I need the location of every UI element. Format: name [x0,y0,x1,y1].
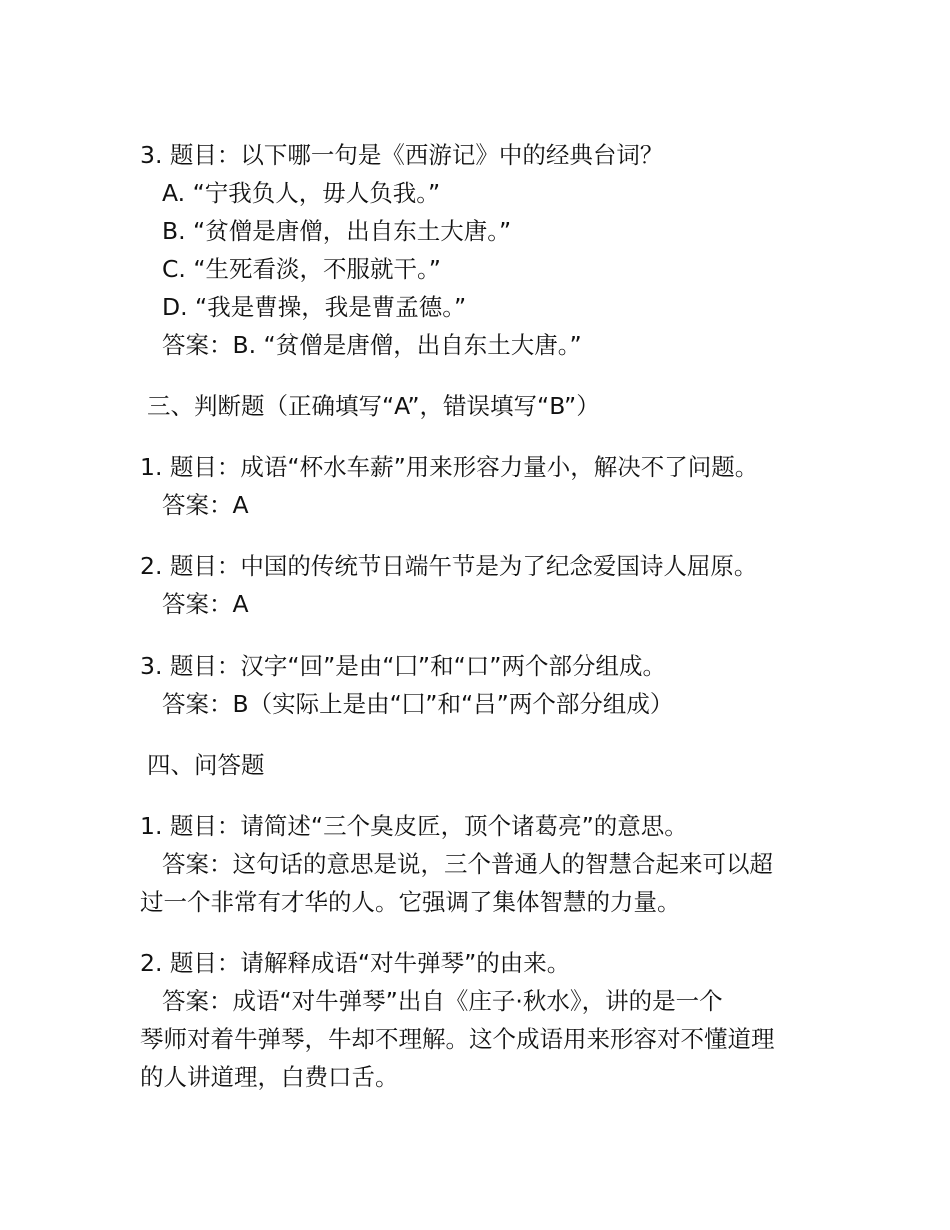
qa-answer-1-line-2: 过一个非常有才华的人。它强调了集体智慧的力量。 [140,888,681,916]
qa-question-2: 2. 题目：请解释成语“对牛弹琴”的由来。 [140,949,571,977]
tf-question-2: 2. 题目：中国的传统节日端午节是为了纪念爱国诗人屈原。 [140,552,758,580]
mc-question-3: 3. 题目：以下哪一句是《西游记》中的经典台词？ [140,141,664,169]
mc-option-c: C. “生死看淡，不服就干。” [162,255,441,283]
mc-option-b: B. “贫僧是唐僧，出自东土大唐。” [162,217,512,245]
mc-option-a: A. “宁我负人，毋人负我。” [162,179,441,207]
mc-answer-3: 答案：B. “贫僧是唐僧，出自东土大唐。” [162,331,582,359]
qa-question-1: 1. 题目：请简述“三个臭皮匠，顶个诸葛亮”的意思。 [140,812,688,840]
tf-question-3: 3. 题目：汉字“回”是由“囗”和“口”两个部分组成。 [140,652,666,680]
qa-answer-2-line-2: 琴师对着牛弹琴，牛却不理解。这个成语用来形容对不懂道理 [140,1025,775,1053]
section-3-heading: 三、判断题（正确填写“A”，错误填写“B”） [147,392,600,420]
section-4-heading: 四、问答题 [147,751,265,779]
tf-answer-2: 答案：A [162,590,249,618]
tf-question-1: 1. 题目：成语“杯水车薪”用来形容力量小，解决不了问题。 [140,453,759,481]
tf-answer-3: 答案：B（实际上是由“囗”和“吕”两个部分组成） [162,690,674,718]
qa-answer-1-line-1: 答案：这句话的意思是说，三个普通人的智慧合起来可以超 [162,850,773,878]
qa-answer-2-line-3: 的人讲道理，白费口舌。 [140,1063,399,1091]
qa-answer-2-line-1: 答案：成语“对牛弹琴”出自《庄子·秋水》，讲的是一个 [162,987,723,1015]
tf-answer-1: 答案：A [162,491,249,519]
mc-option-d: D. “我是曹操，我是曹孟德。” [162,293,467,321]
